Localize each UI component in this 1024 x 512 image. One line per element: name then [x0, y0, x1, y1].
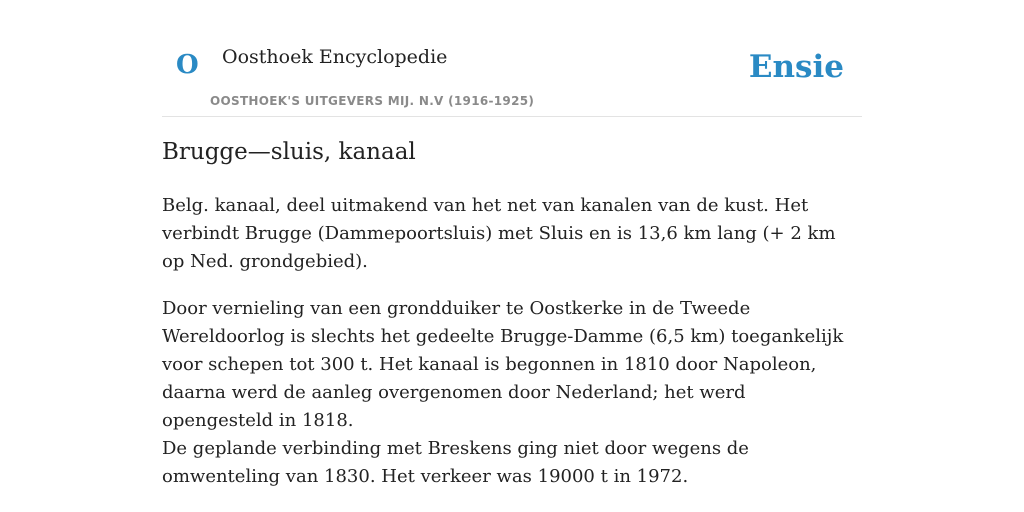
publisher-subtitle: OOSTHOEK'S UITGEVERS MIJ. N.V (1916-1925) [210, 94, 535, 108]
brand-logo[interactable]: Ensie [748, 49, 844, 85]
logo-icon[interactable]: O [176, 50, 199, 80]
page-container [162, 0, 862, 487]
article-title: Brugge—sluis, kanaal [162, 139, 416, 165]
article-paragraph-2: Door vernieling van een grondduiker te Oostkerke in de Tweede Wereldoorlog is slechts het gedeelte Brugge-Damme (6,5 km) toegankelijk voor schepen tot 300 t. Het kanaal is begonnen in 1810 door Napoleon, daarna werd de aanleg overgenomen door Nederland; het werd opengesteld in 1818. [162, 298, 844, 431]
article-paragraph-1: Belg. kanaal, deel uitmakend van het net van kanalen van de kust. Het verbindt Brugge (Dammepoortsluis) met Sluis en is 13,6 km lang (+ 2 km op Ned. grondgebied). [162, 195, 836, 272]
site-header [162, 0, 862, 117]
article-paragraph-3: De geplande verbinding met Breskens ging niet door wegens de omwenteling van 1830. Het verkeer was 19000 t in 1972. [162, 438, 749, 487]
site-title[interactable]: Oosthoek Encyclopedie [222, 46, 448, 68]
